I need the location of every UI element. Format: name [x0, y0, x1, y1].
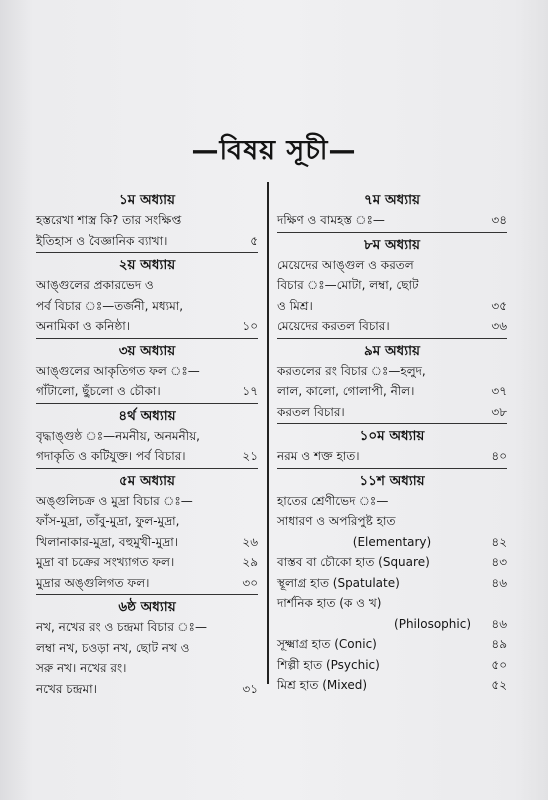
toc-page-number: ৪৬: [491, 616, 507, 631]
toc-entry: [36, 381, 258, 402]
page-title: —বিষয় সূচী—: [191, 135, 357, 166]
toc-entry-text: (Elementary): [352, 534, 432, 549]
chapter-heading: ৭ম অধ্যায়: [363, 192, 420, 208]
toc-left-column: [36, 190, 258, 699]
toc-entry-text: লম্বা নখ, চওড়া নখ, ছোট নখ ও: [36, 640, 190, 655]
toc-page-number: ৪০: [491, 449, 507, 463]
toc-page-number: ৩৮: [491, 404, 507, 419]
toc-entry-text: নখের চন্দ্রমা।: [36, 681, 97, 696]
toc-entry: [36, 361, 258, 382]
toc-entry: [277, 361, 507, 382]
section-rule: [277, 423, 507, 424]
toc-page-number: ৩৬: [491, 319, 507, 333]
toc-entry-text: সাধারণ ও অপরিপুষ্ট হাত: [277, 514, 396, 528]
toc-entry: [277, 552, 507, 573]
toc-page-number: ৩৭: [491, 384, 507, 398]
toc-entry-text: হাতের শ্রেণীভেদ ঃ—: [277, 493, 389, 508]
toc-entry-text: অনামিকা ও কনিষ্ঠা।: [36, 319, 131, 333]
toc-entry: [277, 532, 507, 553]
toc-entry-text: করতলের রং বিচার ঃ—হলুদ,: [277, 363, 426, 378]
toc-entry-text: মুদ্রার অঙ্গুলিগত ফল।: [36, 575, 150, 590]
toc-entry-text: নরম ও শক্ত হাত।: [277, 449, 360, 463]
toc-entry: [277, 316, 507, 337]
column-divider: [267, 182, 269, 684]
toc-entry: [277, 573, 507, 594]
chapter-heading: ৫ম অধ্যায়: [119, 472, 175, 489]
toc-entry: [36, 446, 258, 467]
toc-entry: [36, 231, 258, 252]
toc-entry-text: আঙ্গুলের প্রকারভেদ ও: [36, 278, 154, 292]
toc-entry-text: হস্তরেখা শাস্ত্র কি? তার সংক্ষিপ্ত: [36, 213, 182, 227]
toc-entry: [36, 296, 258, 317]
toc-entry-text: মুদ্রা বা চক্রের সংখ্যাগত ফল।: [36, 555, 175, 569]
toc-entry-text: (Philosophic): [394, 616, 471, 631]
toc-entry: [36, 573, 258, 594]
toc-page-number: ২৬: [242, 534, 258, 549]
toc-entry: [277, 675, 507, 696]
toc-entry: [36, 552, 258, 573]
toc-entry: [277, 446, 507, 467]
section-rule: [36, 403, 258, 404]
chapter-heading: ১১শ অধ্যায়: [359, 472, 425, 489]
toc-right-column: [277, 190, 507, 696]
toc-entry-text: মেয়েদের করতল বিচার।: [277, 319, 390, 333]
toc-entry: [36, 617, 258, 638]
toc-entry: [36, 210, 258, 231]
toc-entry-text: মেয়েদের আঙ্গুল ও করতল: [277, 257, 414, 272]
toc-entry-text: বৃদ্ধাঙ্গুষ্ঠ ঃ—নমনীয়, অনমনীয়,: [36, 428, 200, 443]
section-rule: [36, 468, 258, 469]
toc-entry-text: দার্শনিক হাত (ক ও খ): [277, 596, 382, 610]
toc-entry: [277, 381, 507, 402]
toc-entry-text: নখ, নখের রং ও চন্দ্রমা বিচার ঃ—: [36, 620, 207, 634]
toc-entry-text: মিশ্র হাত (Mixed): [277, 678, 368, 692]
toc-entry-text: সূক্ষ্মাগ্র হাত (Conic): [277, 637, 377, 651]
toc-page-number: ১০: [242, 319, 258, 333]
toc-entry: [277, 634, 507, 655]
toc-entry: [277, 511, 507, 532]
toc-page-number: ৪৩: [491, 555, 507, 569]
toc-entry: [277, 296, 507, 317]
toc-page-number: ৩১: [242, 681, 258, 696]
toc-entry: [277, 402, 507, 423]
chapter-heading: ১০ম অধ্যায়: [359, 428, 425, 444]
section-rule: [36, 594, 258, 595]
toc-entry-text: সরু নখ। নখের রং।: [36, 661, 127, 675]
chapter-heading: ১ম অধ্যায়: [119, 192, 175, 208]
section-rule: [277, 232, 507, 233]
toc-entry-text: বিচার ঃ—মোটা, লম্বা, ছোট: [277, 278, 419, 292]
toc-page-number: ২১: [242, 449, 258, 463]
toc-page-number: ৩০: [242, 575, 258, 590]
toc-page-number: ৪৬: [491, 575, 507, 590]
toc-page-number: ৫: [250, 233, 258, 248]
toc-entry-text: গাঁটালো, ছুঁচলো ও চৌকা।: [36, 384, 161, 398]
toc-page-number: ১৭: [242, 384, 258, 398]
toc-entry-text: শিল্পী হাত (Psychic): [277, 657, 380, 672]
toc-page-number: ৩৫: [491, 298, 507, 313]
toc-entry-text: স্থূলাগ্র হাত (Spatulate): [277, 575, 400, 590]
toc-page-number: ২৯: [242, 555, 258, 569]
section-rule: [36, 252, 258, 253]
toc-entry: [277, 593, 507, 614]
chapter-heading: ৮ম অধ্যায়: [364, 236, 420, 253]
toc-entry: [36, 275, 258, 296]
toc-entry: [36, 679, 258, 700]
chapter-heading: ৯ম অধ্যায়: [364, 342, 420, 359]
toc-entry-text: গদাকৃতি ও কটিযুক্ত। পর্ব বিচার।: [36, 449, 186, 463]
toc-entry: [36, 511, 258, 532]
toc-entry: [277, 614, 507, 635]
chapter-heading: ২য় অধ্যায়: [118, 257, 176, 273]
section-rule: [277, 338, 507, 339]
toc-entry-text: ও মিশ্র।: [277, 298, 313, 313]
section-rule: [36, 338, 258, 339]
chapter-heading: ৩য় অধ্যায়: [118, 342, 176, 359]
toc-entry-text: অঙ্গুলিচক্র ও মুদ্রা বিচার ঃ—: [36, 493, 193, 508]
section-rule: [277, 468, 507, 469]
toc-entry-text: পর্ব বিচার ঃ—তর্জনী, মধ্যমা,: [36, 298, 184, 313]
chapter-heading: ৪র্থ অধ্যায়: [118, 407, 176, 424]
toc-entry: [36, 638, 258, 659]
toc-entry: [277, 491, 507, 512]
toc-entry: [36, 658, 258, 679]
toc-entry-text: করতল বিচার।: [277, 404, 345, 419]
toc-entry: [277, 655, 507, 676]
toc-entry: [277, 275, 507, 296]
toc-entry: [36, 491, 258, 512]
toc-entry: [36, 316, 258, 337]
toc-entry-text: আঙ্গুলের আকৃতিগত ফল ঃ—: [36, 363, 200, 378]
toc-page-number: ৫০: [491, 657, 507, 672]
toc-page-number: ৩৪: [491, 213, 507, 227]
toc-entry-text: বাস্তব বা চৌকো হাত (Square): [277, 555, 430, 569]
toc-entry-text: ফাঁস-মুদ্রা, তাঁবু-মুদ্রা, ফুল-মুদ্রা,: [36, 514, 180, 528]
toc-entry: [36, 532, 258, 553]
toc-entry: [36, 426, 258, 447]
toc-entry-text: ইতিহাস ও বৈজ্ঞানিক ব্যাখা।: [36, 233, 168, 248]
toc-entry: [277, 255, 507, 276]
toc-entry-text: লাল, কালো, গোলাপী, নীল।: [277, 384, 415, 398]
toc-page-number: ৪২: [491, 534, 507, 549]
toc-entry-text: খিলানাকার-মুদ্রা, বহুমুখী-মুদ্রা।: [36, 534, 178, 549]
toc-entry-text: দক্ষিণ ও বামহস্ত ঃ—: [277, 213, 385, 227]
chapter-heading: ৬ষ্ঠ অধ্যায়: [118, 599, 176, 615]
toc-entry: [277, 210, 507, 231]
toc-page-number: ৫২: [491, 678, 507, 692]
toc-page-number: ৪৯: [491, 637, 507, 651]
